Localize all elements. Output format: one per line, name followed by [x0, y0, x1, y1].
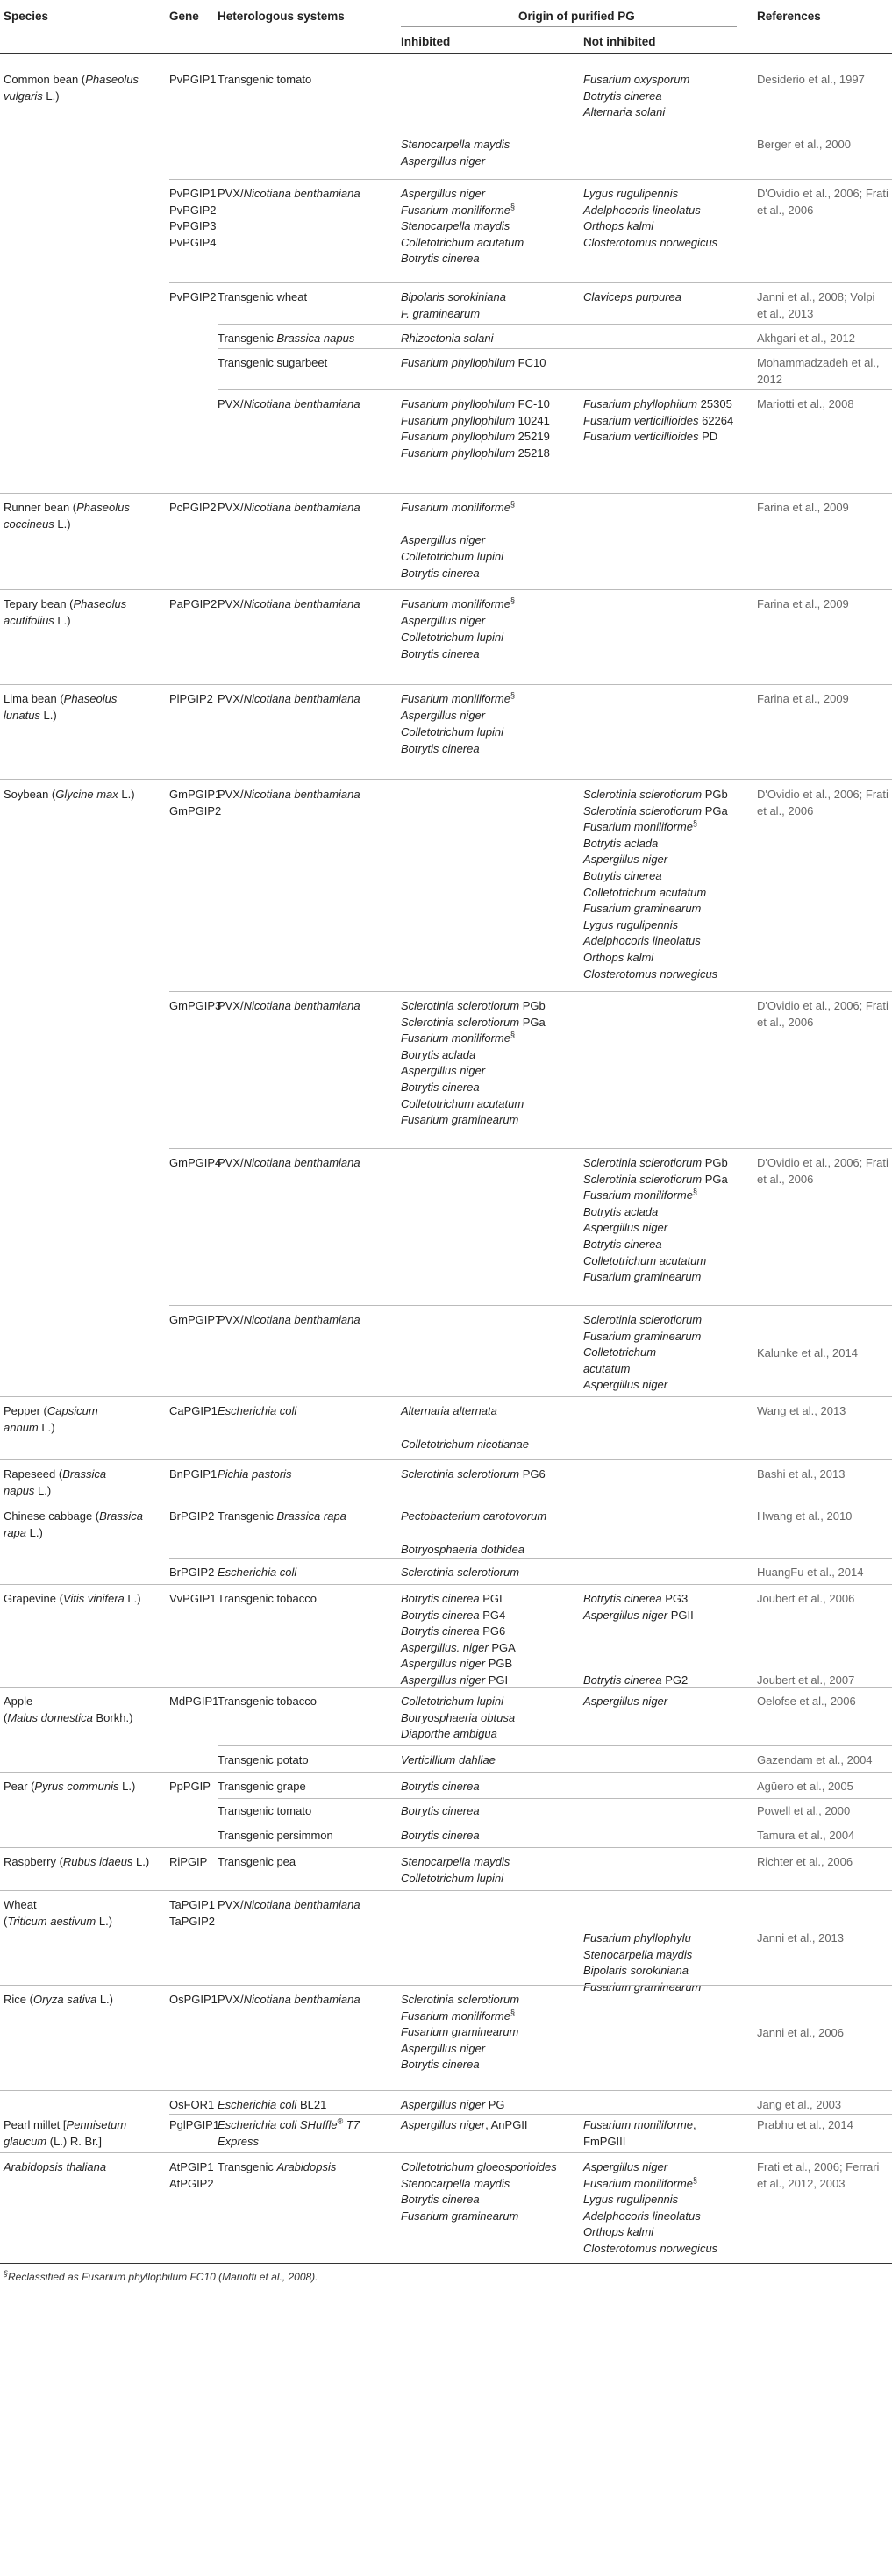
- reference-cell: Wang et al., 2013: [757, 1404, 846, 1417]
- species-cell: Soybean (Glycine max L.): [4, 788, 135, 801]
- not-inhibited-cell: Sclerotinia sclerotiorum PGa: [583, 803, 728, 817]
- not-inhibited-cell: Lygus rugulipennis: [583, 917, 679, 931]
- system-cell: Transgenic grape: [218, 1780, 306, 1793]
- reference-cell: Gazendam et al., 2004: [757, 1753, 873, 1766]
- reference-cell: et al., 2006: [757, 803, 814, 817]
- species-cell: Chinese cabbage (Brassica: [4, 1509, 143, 1523]
- system-cell: Escherichia coli BL21: [218, 2098, 327, 2111]
- inhibited-cell: Aspergillus. niger PGA: [401, 1640, 516, 1654]
- gene-cell: GmPGIP7: [169, 1313, 222, 1326]
- row-divider: [0, 1772, 892, 1773]
- row-divider: [169, 282, 892, 283]
- inhibited-cell: Sclerotinia sclerotiorum PGb: [401, 999, 546, 1012]
- gene-cell: AtPGIP2: [169, 2176, 214, 2190]
- inhibited-cell: F. graminearum: [401, 306, 481, 320]
- not-inhibited-cell: Lygus rugulipennis: [583, 187, 679, 200]
- not-inhibited-cell: Fusarium phyllophylu: [583, 1931, 691, 1944]
- row-divider: [0, 493, 892, 494]
- reference-cell: Berger et al., 2000: [757, 138, 851, 151]
- inhibited-cell: Botrytis aclada: [401, 1047, 476, 1061]
- reference-cell: Janni et al., 2013: [757, 1931, 845, 1944]
- not-inhibited-cell: Closterotomus norwegicus: [583, 235, 718, 249]
- inhibited-cell: Diaporthe ambigua: [401, 1727, 497, 1741]
- not-inhibited-cell: Fusarium verticillioides 62264: [583, 413, 734, 427]
- reference-cell: Farina et al., 2009: [757, 597, 849, 610]
- reference-cell: Tamura et al., 2004: [757, 1829, 855, 1842]
- gene-cell: TaPGIP1: [169, 1898, 216, 1911]
- gene-cell: PlPGIP2: [169, 692, 213, 705]
- reference-cell: et al., 2013: [757, 306, 814, 320]
- inhibited-cell: Sclerotinia sclerotiorum PGa: [401, 1015, 546, 1029]
- not-inhibited-cell: Botrytis cinerea: [583, 89, 662, 103]
- inhibited-cell: Fusarium phyllophilum FC10: [401, 356, 546, 369]
- reference-cell: Janni et al., 2006: [757, 2026, 845, 2039]
- row-divider: [169, 1148, 892, 1149]
- row-divider: [0, 1459, 892, 1460]
- gene-cell: OsPGIP1: [169, 1993, 218, 2006]
- system-cell: Transgenic wheat: [218, 290, 308, 303]
- system-cell: PVX/Nicotiana benthamiana: [218, 397, 360, 410]
- not-inhibited-cell: acutatum: [583, 1361, 631, 1375]
- reference-cell: Joubert et al., 2007: [757, 1673, 855, 1687]
- species-cell: napus L.): [4, 1484, 52, 1497]
- species-cell: Rice (Oryza sativa L.): [4, 1993, 113, 2006]
- not-inhibited-cell: Adelphocoris lineolatus: [583, 934, 701, 948]
- inhibited-cell: Botrytis cinerea: [401, 2058, 480, 2072]
- system-cell: Transgenic tomato: [218, 73, 312, 86]
- not-inhibited-cell: Botrytis cinerea PG3: [583, 1592, 689, 1605]
- not-inhibited-cell: Aspergillus niger: [583, 853, 668, 867]
- not-inhibited-cell: Aspergillus niger: [583, 1221, 668, 1235]
- row-divider: [0, 1687, 892, 1688]
- system-cell: PVX/Nicotiana benthamiana: [218, 1993, 360, 2006]
- inhibited-cell: Fusarium graminearum: [401, 2209, 519, 2223]
- gene-cell: GmPGIP3: [169, 999, 222, 1012]
- inhibited-cell: Stenocarpella maydis: [401, 138, 510, 151]
- not-inhibited-cell: Fusarium graminearum: [583, 902, 702, 916]
- inhibited-cell: Fusarium moniliforme§: [401, 596, 515, 610]
- system-cell: Escherichia coli SHuffle® T7: [218, 2116, 360, 2131]
- species-cell: Rapeseed (Brassica: [4, 1467, 107, 1481]
- not-inhibited-cell: Aspergillus niger: [583, 1695, 668, 1708]
- row-divider: [0, 1847, 892, 1848]
- gene-cell: BrPGIP2: [169, 1566, 215, 1579]
- species-cell: Common bean (Phaseolus: [4, 73, 139, 86]
- species-cell: Lima bean (Phaseolus: [4, 692, 118, 705]
- inhibited-cell: Aspergillus niger PGB: [401, 1657, 513, 1671]
- inhibited-cell: Aspergillus niger: [401, 187, 486, 200]
- inhibited-cell: Aspergillus niger: [401, 154, 486, 168]
- row-divider: [218, 324, 892, 325]
- reference-cell: Powell et al., 2000: [757, 1804, 851, 1817]
- inhibited-cell: Bipolaris sorokiniana: [401, 290, 506, 303]
- species-cell: Wheat: [4, 1898, 37, 1911]
- inhibited-cell: Alternaria alternata: [401, 1404, 497, 1417]
- inhibited-cell: Fusarium moniliforme§: [401, 1030, 515, 1045]
- not-inhibited-cell: Fusarium moniliforme§: [583, 2175, 697, 2190]
- species-cell: Apple: [4, 1695, 33, 1708]
- inhibited-cell: Botrytis cinerea: [401, 252, 480, 266]
- inhibited-cell: Fusarium moniliforme§: [401, 690, 515, 705]
- inhibited-cell: Fusarium phyllophilum 25218: [401, 446, 550, 460]
- reference-cell: Mohammadzadeh et al.,: [757, 356, 880, 369]
- not-inhibited-cell: Closterotomus norwegicus: [583, 967, 718, 981]
- gene-cell: RiPGIP: [169, 1855, 208, 1868]
- not-inhibited-cell: Stenocarpella maydis: [583, 1947, 693, 1961]
- not-inhibited-cell: Aspergillus niger: [583, 1378, 668, 1392]
- not-inhibited-cell: Orthops kalmi: [583, 2225, 654, 2239]
- reference-cell: Prabhu et al., 2014: [757, 2118, 853, 2131]
- reference-cell: D'Ovidio et al., 2006; Frati: [757, 999, 888, 1012]
- system-cell: Transgenic sugarbeet: [218, 356, 328, 369]
- row-divider: [0, 1890, 892, 1891]
- species-cell: Arabidopsis thaliana: [4, 2160, 107, 2173]
- system-cell: Transgenic pea: [218, 1855, 296, 1868]
- inhibited-cell: Stenocarpella maydis: [401, 219, 510, 233]
- inhibited-cell: Botrytis cinerea PG4: [401, 1608, 506, 1622]
- inhibited-cell: Botrytis cinerea: [401, 1081, 480, 1094]
- gene-cell: MdPGIP1: [169, 1695, 219, 1708]
- not-inhibited-cell: Botrytis cinerea: [583, 869, 662, 882]
- species-cell: vulgaris L.): [4, 89, 60, 103]
- header-species: Species: [4, 10, 49, 23]
- not-inhibited-cell: Adelphocoris lineolatus: [583, 203, 701, 217]
- gene-cell: GmPGIP2: [169, 803, 222, 817]
- gene-cell: OsFOR1: [169, 2098, 215, 2111]
- inhibited-cell: Botrytis cinerea: [401, 2193, 480, 2207]
- not-inhibited-cell: Sclerotinia sclerotiorum PGb: [583, 1156, 728, 1169]
- not-inhibited-cell: Orthops kalmi: [583, 219, 654, 233]
- species-cell: Pepper (Capsicum: [4, 1404, 98, 1417]
- reference-cell: Kalunke et al., 2014: [757, 1346, 858, 1359]
- inhibited-cell: Botrytis cinerea: [401, 1804, 480, 1817]
- not-inhibited-cell: Bipolaris sorokiniana: [583, 1964, 689, 1978]
- not-inhibited-cell: Aspergillus niger PGII: [583, 1608, 694, 1622]
- gene-cell: PvPGIP1: [169, 73, 217, 86]
- system-cell: Escherichia coli: [218, 1566, 297, 1579]
- inhibited-cell: Colletotrichum lupini: [401, 725, 504, 739]
- inhibited-cell: Fusarium graminearum: [401, 2025, 519, 2039]
- inhibited-cell: Pectobacterium carotovorum: [401, 1509, 547, 1523]
- system-cell: PVX/Nicotiana benthamiana: [218, 1898, 360, 1911]
- system-cell: Transgenic Brassica napus: [218, 332, 355, 345]
- reference-cell: Jang et al., 2003: [757, 2098, 842, 2111]
- header-not-inhibited: Not inhibited: [583, 35, 656, 48]
- not-inhibited-cell: Colletotrichum acutatum: [583, 885, 707, 899]
- not-inhibited-cell: Lygus rugulipennis: [583, 2193, 679, 2207]
- species-cell: Raspberry (Rubus idaeus L.): [4, 1855, 150, 1868]
- inhibited-cell: Botrytis cinerea: [401, 742, 480, 755]
- inhibited-cell: Fusarium graminearum: [401, 1113, 519, 1127]
- species-cell: acutifolius L.): [4, 614, 71, 627]
- footnote: §Reclassified as Fusarium phyllophilum FC10 (Mariotti et al., 2008).: [4, 2269, 318, 2283]
- system-cell: Escherichia coli: [218, 1404, 297, 1417]
- reference-cell: Desiderio et al., 1997: [757, 73, 865, 86]
- inhibited-cell: Colletotrichum gloeosporioides: [401, 2160, 557, 2173]
- system-cell: Transgenic persimmon: [218, 1829, 333, 1842]
- inhibited-cell: Botrytis cinerea: [401, 647, 480, 660]
- table-bottom-rule: [0, 2263, 892, 2264]
- inhibited-cell: Fusarium phyllophilum 10241: [401, 413, 550, 427]
- not-inhibited-cell: Fusarium graminearum: [583, 1329, 702, 1343]
- system-cell: PVX/Nicotiana benthamiana: [218, 1313, 360, 1326]
- inhibited-cell: Fusarium moniliforme§: [401, 2008, 515, 2023]
- inhibited-cell: Verticillium dahliae: [401, 1753, 496, 1766]
- row-divider: [0, 1584, 892, 1585]
- not-inhibited-cell: Aspergillus niger: [583, 2160, 668, 2173]
- reference-cell: HuangFu et al., 2014: [757, 1566, 864, 1579]
- row-divider: [169, 991, 892, 992]
- system-cell: Transgenic Arabidopsis: [218, 2160, 337, 2173]
- not-inhibited-cell: Botrytis cinerea: [583, 1238, 662, 1251]
- reference-cell: Richter et al., 2006: [757, 1855, 853, 1868]
- species-cell: (Malus domestica Borkh.): [4, 1711, 133, 1724]
- row-divider: [169, 2114, 892, 2115]
- not-inhibited-cell: Sclerotinia sclerotiorum: [583, 1313, 703, 1326]
- species-cell: Runner bean (Phaseolus: [4, 501, 130, 514]
- system-cell: PVX/Nicotiana benthamiana: [218, 501, 360, 514]
- row-divider: [218, 348, 892, 349]
- inhibited-cell: Aspergillus niger: [401, 2041, 486, 2055]
- not-inhibited-cell: Fusarium moniliforme,: [583, 2118, 696, 2131]
- not-inhibited-cell: Botrytis aclada: [583, 836, 659, 850]
- header-origin: Origin of purified PG: [518, 10, 635, 23]
- row-divider: [218, 389, 892, 390]
- not-inhibited-cell: Botrytis aclada: [583, 1204, 659, 1218]
- row-divider: [0, 779, 892, 780]
- header-inhibited: Inhibited: [401, 35, 451, 48]
- inhibited-cell: Aspergillus niger: [401, 614, 486, 627]
- inhibited-cell: Botrytis cinerea: [401, 1780, 480, 1793]
- inhibited-cell: Colletotrichum nicotianae: [401, 1438, 529, 1451]
- system-cell: PVX/Nicotiana benthamiana: [218, 597, 360, 610]
- gene-cell: PglPGIP1: [169, 2118, 220, 2131]
- header-rule: [0, 53, 892, 54]
- header-gene: Gene: [169, 10, 199, 23]
- species-cell: Pearl millet [Pennisetum: [4, 2118, 127, 2131]
- inhibited-cell: Botrytis cinerea PG6: [401, 1624, 506, 1638]
- not-inhibited-cell: Claviceps purpurea: [583, 290, 682, 303]
- system-cell: PVX/Nicotiana benthamiana: [218, 187, 360, 200]
- reference-cell: Joubert et al., 2006: [757, 1592, 855, 1605]
- inhibited-cell: Aspergillus niger: [401, 1064, 486, 1078]
- inhibited-cell: Rhizoctonia solani: [401, 332, 494, 345]
- reference-cell: D'Ovidio et al., 2006; Frati: [757, 1156, 888, 1169]
- reference-cell: D'Ovidio et al., 2006; Frati: [757, 187, 888, 200]
- inhibited-cell: Aspergillus niger PGI: [401, 1673, 509, 1687]
- inhibited-cell: Sclerotinia sclerotiorum: [401, 1993, 520, 2006]
- gene-cell: GmPGIP4: [169, 1156, 222, 1169]
- not-inhibited-cell: Colletotrichum acutatum: [583, 1253, 707, 1267]
- not-inhibited-cell: Fusarium verticillioides PD: [583, 430, 718, 444]
- not-inhibited-cell: Colletotrichum: [583, 1345, 657, 1359]
- gene-cell: PcPGIP2: [169, 501, 217, 514]
- reference-cell: Agüero et al., 2005: [757, 1780, 853, 1793]
- inhibited-cell: Sclerotinia sclerotiorum PG6: [401, 1467, 546, 1481]
- species-cell: annum L.): [4, 1421, 55, 1434]
- inhibited-cell: Aspergillus niger: [401, 533, 486, 546]
- gene-cell: BnPGIP1: [169, 1467, 218, 1481]
- system-cell: Transgenic potato: [218, 1753, 309, 1766]
- reference-cell: et al., 2006: [757, 203, 814, 217]
- row-divider: [0, 2090, 892, 2091]
- row-divider: [218, 1745, 892, 1746]
- row-divider: [0, 1396, 892, 1397]
- reference-cell: Oelofse et al., 2006: [757, 1695, 856, 1708]
- header-systems: Heterologous systems: [218, 10, 345, 23]
- inhibited-cell: Aspergillus niger PG: [401, 2098, 505, 2111]
- gene-cell: GmPGIP1: [169, 788, 222, 801]
- system-cell: Transgenic tobacco: [218, 1592, 317, 1605]
- gene-cell: BrPGIP2: [169, 1509, 215, 1523]
- inhibited-cell: Botrytis cinerea PGI: [401, 1592, 503, 1605]
- system-cell: Express: [218, 2135, 259, 2148]
- inhibited-cell: Colletotrichum lupini: [401, 1871, 504, 1885]
- inhibited-cell: Colletotrichum acutatum: [401, 1096, 524, 1110]
- row-divider: [0, 1985, 892, 1986]
- inhibited-cell: Stenocarpella maydis: [401, 1855, 510, 1868]
- row-divider: [0, 589, 892, 590]
- inhibited-cell: Colletotrichum acutatum: [401, 235, 524, 249]
- system-cell: Transgenic tobacco: [218, 1695, 317, 1708]
- row-divider: [169, 1558, 892, 1559]
- not-inhibited-cell: Alternaria solani: [583, 105, 666, 119]
- system-cell: Pichia pastoris: [218, 1467, 292, 1481]
- system-cell: PVX/Nicotiana benthamiana: [218, 999, 360, 1012]
- not-inhibited-cell: Fusarium phyllophilum 25305: [583, 397, 732, 410]
- gene-cell: PpPGIP: [169, 1780, 211, 1793]
- inhibited-cell: Fusarium moniliforme§: [401, 202, 515, 217]
- reference-cell: Hwang et al., 2010: [757, 1509, 853, 1523]
- inhibited-cell: Colletotrichum lupini: [401, 1695, 504, 1708]
- inhibited-cell: Botrytis cinerea: [401, 1829, 480, 1842]
- inhibited-cell: Fusarium phyllophilum FC-10: [401, 397, 550, 410]
- inhibited-cell: Colletotrichum lupini: [401, 631, 504, 644]
- not-inhibited-cell: Fusarium moniliforme§: [583, 818, 697, 834]
- reference-cell: Frati et al., 2006; Ferrari: [757, 2160, 880, 2173]
- species-cell: Pear (Pyrus communis L.): [4, 1780, 136, 1793]
- row-divider: [0, 684, 892, 685]
- system-cell: PVX/Nicotiana benthamiana: [218, 1156, 360, 1169]
- not-inhibited-cell: FmPGIII: [583, 2135, 626, 2148]
- reference-cell: Akhgari et al., 2012: [757, 332, 856, 345]
- species-cell: lunatus L.): [4, 709, 57, 722]
- gene-cell: PvPGIP3: [169, 219, 217, 233]
- inhibited-cell: Aspergillus niger, AnPGII: [401, 2118, 528, 2131]
- not-inhibited-cell: Adelphocoris lineolatus: [583, 2209, 701, 2223]
- gene-cell: CaPGIP1: [169, 1404, 218, 1417]
- species-cell: (Triticum aestivum L.): [4, 1915, 113, 1928]
- not-inhibited-cell: Fusarium moniliforme§: [583, 1187, 697, 1202]
- species-cell: Grapevine (Vitis vinifera L.): [4, 1592, 141, 1605]
- gene-cell: VvPGIP1: [169, 1592, 217, 1605]
- row-divider: [169, 1305, 892, 1306]
- inhibited-cell: Fusarium phyllophilum 25219: [401, 430, 550, 444]
- gene-cell: TaPGIP2: [169, 1914, 216, 1928]
- inhibited-cell: Fusarium moniliforme§: [401, 499, 515, 514]
- inhibited-cell: Botrytis cinerea: [401, 567, 480, 580]
- species-cell: coccineus L.): [4, 517, 71, 531]
- reference-cell: et al., 2006: [757, 1015, 814, 1029]
- reference-cell: et al., 2012, 2003: [757, 2176, 846, 2190]
- not-inhibited-cell: Fusarium graminearum: [583, 1270, 702, 1284]
- reference-cell: et al., 2006: [757, 1172, 814, 1186]
- species-cell: rapa L.): [4, 1526, 43, 1539]
- reference-cell: Farina et al., 2009: [757, 692, 849, 705]
- inhibited-cell: Sclerotinia sclerotiorum: [401, 1566, 520, 1579]
- reference-cell: Farina et al., 2009: [757, 501, 849, 514]
- system-cell: PVX/Nicotiana benthamiana: [218, 788, 360, 801]
- inhibited-cell: Stenocarpella maydis: [401, 2176, 510, 2190]
- reference-cell: Bashi et al., 2013: [757, 1467, 846, 1481]
- species-cell: glaucum (L.) R. Br.]: [4, 2135, 102, 2148]
- not-inhibited-cell: Sclerotinia sclerotiorum PGa: [583, 1172, 728, 1186]
- gene-cell: AtPGIP1: [169, 2160, 214, 2173]
- header-references: References: [757, 10, 821, 23]
- system-cell: Transgenic tomato: [218, 1804, 312, 1817]
- reference-cell: D'Ovidio et al., 2006; Frati: [757, 788, 888, 801]
- not-inhibited-cell: Botrytis cinerea PG2: [583, 1673, 689, 1687]
- not-inhibited-cell: Fusarium graminearum: [583, 1980, 702, 1994]
- inhibited-cell: Aspergillus niger: [401, 709, 486, 722]
- gene-cell: PvPGIP2: [169, 203, 217, 217]
- not-inhibited-cell: Closterotomus norwegicus: [583, 2242, 718, 2255]
- inhibited-cell: Botryosphaeria obtusa: [401, 1710, 516, 1724]
- origin-subheader-rule: [401, 26, 737, 27]
- gene-cell: PvPGIP2: [169, 290, 217, 303]
- species-cell: Tepary bean (Phaseolus: [4, 597, 127, 610]
- reference-cell: Janni et al., 2008; Volpi: [757, 290, 875, 303]
- row-divider: [169, 179, 892, 180]
- system-cell: Transgenic Brassica rapa: [218, 1509, 346, 1523]
- reference-cell: Mariotti et al., 2008: [757, 397, 854, 410]
- row-divider: [0, 2152, 892, 2153]
- not-inhibited-cell: Fusarium oxysporum: [583, 73, 690, 86]
- system-cell: PVX/Nicotiana benthamiana: [218, 692, 360, 705]
- not-inhibited-cell: Sclerotinia sclerotiorum PGb: [583, 788, 728, 801]
- gene-cell: PvPGIP1: [169, 187, 217, 200]
- gene-cell: PvPGIP4: [169, 235, 217, 249]
- not-inhibited-cell: Orthops kalmi: [583, 951, 654, 964]
- reference-cell: 2012: [757, 372, 782, 386]
- gene-cell: PaPGIP2: [169, 597, 218, 610]
- row-divider: [218, 1798, 892, 1799]
- inhibited-cell: Colletotrichum lupini: [401, 550, 504, 563]
- inhibited-cell: Botryosphaeria dothidea: [401, 1543, 524, 1556]
